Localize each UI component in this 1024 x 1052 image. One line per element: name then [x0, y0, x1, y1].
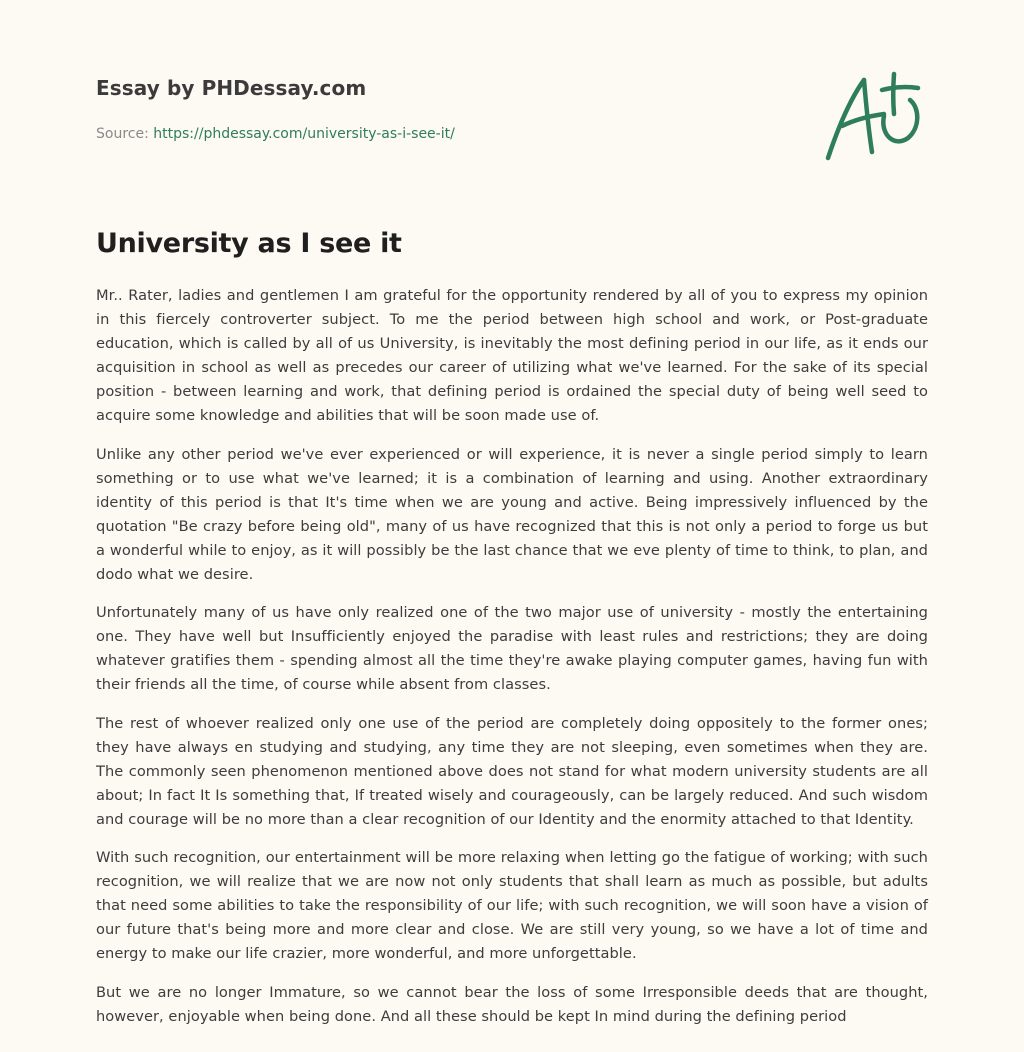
essay-paragraph: Mr.. Rater, ladies and gentlemen I am grateful for the opportunity rendered by all of you to express my opinion in this fiercely controverter subject. To me the period between high school and work, or Post-graduate education, which is called by all of us University, is inevitably the most defining period in our life, as it ends our acquisition in school as well as precedes our career of utilizing what we've learned. For the sake of its special position - between learning and work, that defining period is ordained the special duty of being well seed to acquire some knowledge and abilities that will be soon made use of.	[96, 287, 928, 424]
page-header	[96, 76, 696, 142]
essay-paragraph: The rest of whoever realized only one use of the period are completely doing oppositely to the former ones; they have always en studying and studying, any time they are not sleeping, even sometimes when they are. The commonly seen phenomenon mentioned above does not stand for what modern university students are all about; In fact It Is something that, If treated wisely and courageously, can be largely reduced. And such wisdom and courage will be no more than a clear recognition of our Identity and the enormity attached to that Identity.	[96, 714, 928, 828]
site-brand: Essay by PHDessay.com	[96, 76, 367, 100]
essay-paragraph: With such recognition, our entertainment will be more relaxing when letting go the fatigue of working; with such recognition, we will realize that we are now not only students that shall learn as much as possible, but adults that need some abilities to take the responsibility of our life; with such recognition, we will soon have a vision of our future that's being more and more clear and close. We are still very young, so we have a lot of time and energy to make our life crazier, more wonderful, and more unforgettable.	[96, 849, 928, 962]
essay-title: University as I see it	[96, 228, 402, 259]
source-label: Source:	[96, 126, 154, 142]
essay-paragraph: Unlike any other period we've ever experienced or will experience, it is never a single period simply to learn something or to use what we've learned; it is a combination of learning and using. Another extraordinary identity of this period is that It's time when we are young and active. Being impressively influenced by the quotation "Be crazy before being old", many of us have recognized that this is not only a period to forge us but a wonderful while to enjoy, as it will possibly be the last chance that we eve plenty of time to think, to plan, and dodo what we desire.	[96, 445, 928, 583]
source-line	[96, 126, 696, 142]
essay-paragraph: But we are no longer Immature, so we cannot bear the loss of some Irresponsible deeds that are thought, however, enjoyable when being done. And all these should be kept In mind during the defining period	[96, 983, 928, 1025]
essay-body	[96, 284, 928, 1043]
a-plus-grade-icon	[822, 68, 926, 164]
source-link[interactable]: https://phdessay.com/university-as-i-see-it/	[153, 126, 455, 142]
essay-paragraph: Unfortunately many of us have only realized one of the two major use of university - mostly the entertaining one. They have well but Insufficiently enjoyed the paradise with least rules and restrictions; they are doing whatever gratifies them - spending almost all the time they're awake playing computer games, having fun with their friends all the time, of course while absent from classes.	[96, 604, 928, 693]
